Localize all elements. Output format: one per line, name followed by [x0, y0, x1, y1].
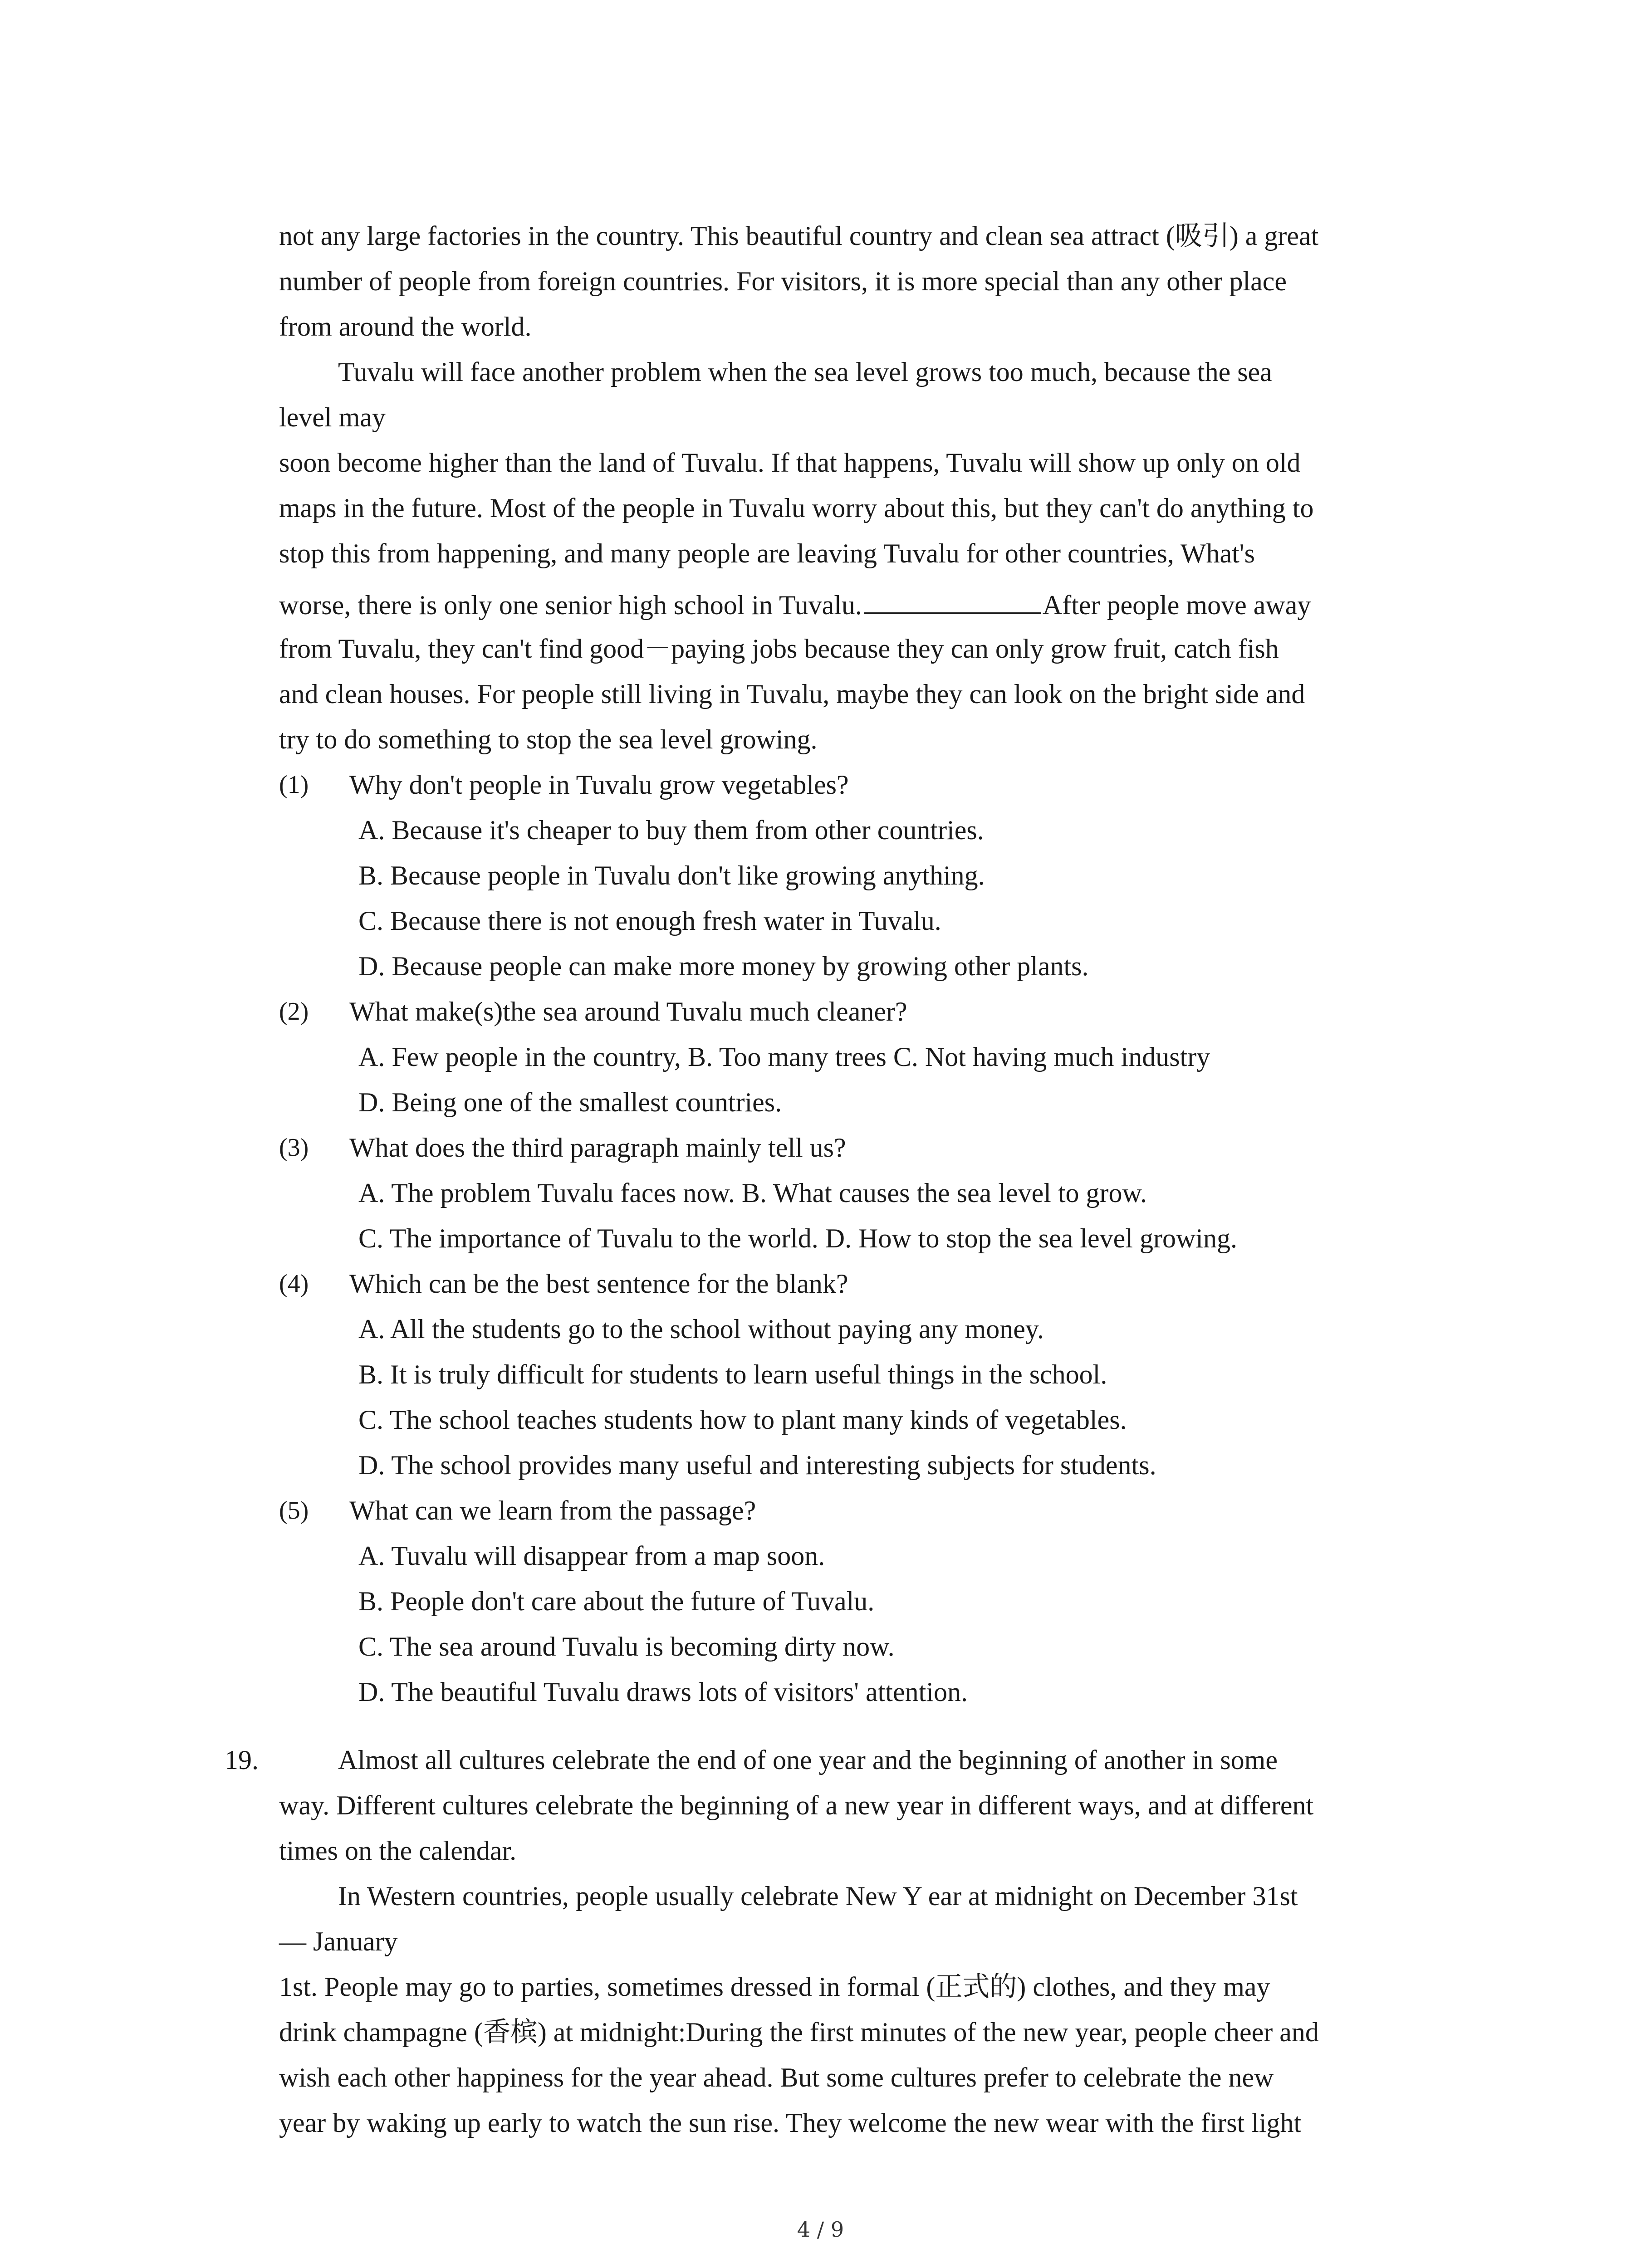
passage-line: Almost all cultures celebrate the end of one year and the beginning of another in some	[338, 1745, 1278, 1775]
question-text: What make(s)the sea around Tuvalu much cleaner?	[349, 997, 907, 1026]
question-option: A. Tuvalu will disappear from a map soon.	[358, 1541, 825, 1571]
question-option: C. Because there is not enough fresh water in Tuvalu.	[358, 906, 941, 936]
question-option: A. Because it's cheaper to buy them from other countries.	[358, 815, 984, 845]
question-text: Which can be the best sentence for the blank?	[349, 1269, 848, 1299]
page-number: 4 / 9	[797, 2217, 844, 2242]
question-number: (5)	[279, 1496, 309, 1525]
question-text: Why don't people in Tuvalu grow vegetables?	[349, 770, 849, 800]
passage-line-with-blank	[279, 585, 1311, 621]
passage-line: times on the calendar.	[279, 1836, 517, 1866]
passage-line: maps in the future. Most of the people in Tuvalu worry about this, but they can't do anything to	[279, 493, 1314, 523]
question-number: (3)	[279, 1134, 309, 1162]
question-option: A. The problem Tuvalu faces now. B. What causes the sea level to grow.	[358, 1178, 1147, 1208]
passage-line: Tuvalu will face another problem when the sea level grows too much, because the sea	[338, 357, 1272, 387]
passage-text-before-blank: worse, there is only one senior high school in Tuvalu.	[279, 590, 862, 620]
passage-line: try to do something to stop the sea level growing.	[279, 724, 818, 754]
passage-line: way. Different cultures celebrate the beginning of a new year in different ways, and at different	[279, 1790, 1314, 1820]
passage-line: stop this from happening, and many people are leaving Tuvalu for other countries, What's	[279, 538, 1255, 568]
question-option: D. The beautiful Tuvalu draws lots of visitors' attention.	[358, 1677, 968, 1707]
passage-line: not any large factories in the country. This beautiful country and clean sea attract (吸引) a great	[279, 221, 1319, 251]
passage-line: — January	[279, 1926, 398, 1956]
question-option: A. Few people in the country, B. Too many trees C. Not having much industry	[358, 1042, 1210, 1072]
question-text: What does the third paragraph mainly tell us?	[349, 1133, 846, 1163]
passage-line: level may	[279, 402, 386, 432]
question-text: What can we learn from the passage?	[349, 1496, 756, 1525]
question-option: B. It is truly difficult for students to learn useful things in the school.	[358, 1359, 1107, 1389]
answer-blank	[864, 585, 1041, 614]
question-number: (1)	[279, 771, 309, 799]
passage-line: year by waking up early to watch the sun rise. They welcome the new wear with the first light	[279, 2108, 1302, 2138]
question-number: (2)	[279, 997, 309, 1026]
passage-line: In Western countries, people usually celebrate New Y ear at midnight on December 31st	[338, 1881, 1298, 1911]
question-option: C. The importance of Tuvalu to the world. D. How to stop the sea level growing.	[358, 1223, 1237, 1253]
passage-line: and clean houses. For people still living in Tuvalu, maybe they can look on the bright side and	[279, 679, 1305, 709]
passage-line: from Tuvalu, they can't find good－paying jobs because they can only grow fruit, catch fish	[279, 634, 1279, 664]
passage-line: from around the world.	[279, 312, 532, 342]
passage-line: number of people from foreign countries. For visitors, it is more special than any other place	[279, 266, 1287, 296]
question-option: A. All the students go to the school without paying any money.	[358, 1314, 1044, 1344]
question-option: D. Being one of the smallest countries.	[358, 1087, 782, 1117]
question-option: B. Because people in Tuvalu don't like growing anything.	[358, 860, 985, 890]
passage-line: wish each other happiness for the year ahead. But some cultures prefer to celebrate the new	[279, 2063, 1274, 2092]
question-option: D. Because people can make more money by growing other plants.	[358, 951, 1089, 981]
passage-text-after-blank: After people move away	[1042, 590, 1311, 620]
item-number: 19.	[225, 1745, 259, 1775]
passage-line: 1st. People may go to parties, sometimes dressed in formal (正式的) clothes, and they may	[279, 1972, 1270, 2002]
passage-line: drink champagne (香槟) at midnight:During the first minutes of the new year, people cheer and	[279, 2017, 1319, 2047]
question-option: C. The sea around Tuvalu is becoming dirty now.	[358, 1632, 895, 1662]
question-number: (4)	[279, 1270, 309, 1298]
passage-line: soon become higher than the land of Tuvalu. If that happens, Tuvalu will show up only on old	[279, 448, 1301, 478]
question-option: B. People don't care about the future of Tuvalu.	[358, 1586, 875, 1616]
question-option: D. The school provides many useful and interesting subjects for students.	[358, 1450, 1156, 1480]
question-option: C. The school teaches students how to plant many kinds of vegetables.	[358, 1405, 1127, 1435]
